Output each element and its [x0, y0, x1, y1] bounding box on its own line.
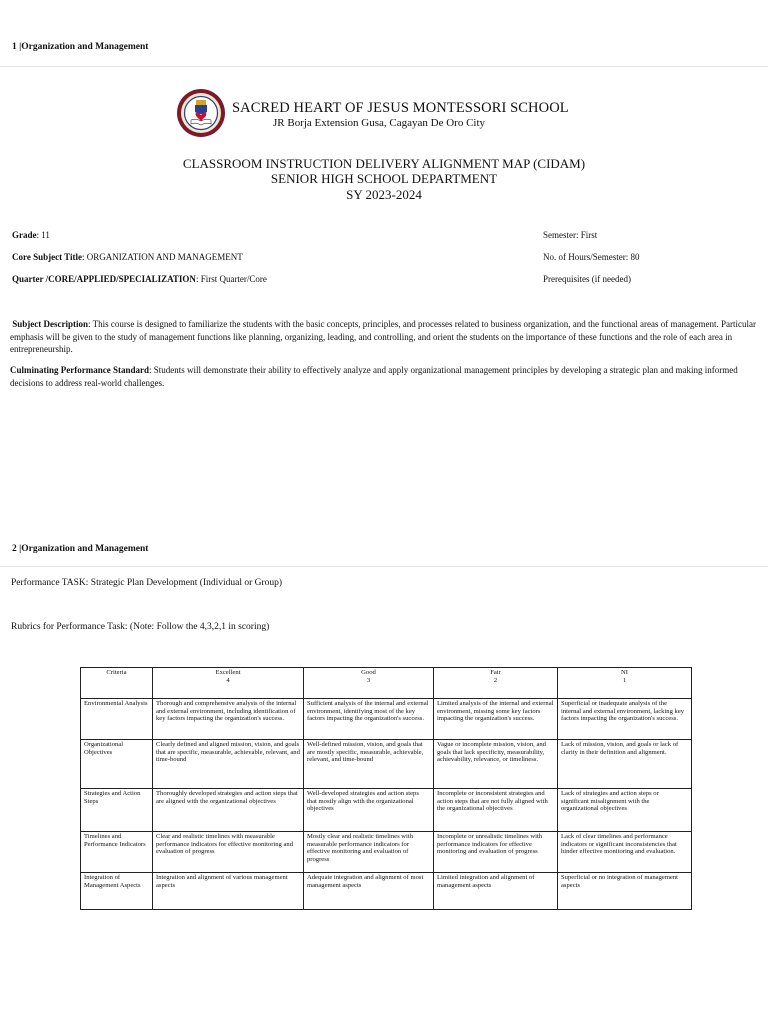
document-page-2 — [0, 520, 768, 1024]
rubric-cell-good: Adequate integration and alignment of most management aspects — [304, 873, 434, 910]
core-subject-field — [12, 252, 243, 262]
semester-field: Semester: First — [543, 230, 598, 240]
table-row — [81, 832, 692, 873]
grade-value: : 11 — [36, 230, 50, 240]
rubric-criterion: Integration of Management Aspects — [81, 873, 153, 910]
school-seal-logo — [176, 88, 226, 138]
rubric-cell-ni: Superficial or inadequate analysis of the internal and external environment, lacking key factors impacting the organization's success. — [558, 699, 692, 740]
rubric-criterion: Timelines and Performance Indicators — [81, 832, 153, 873]
rubric-cell-excellent: Thoroughly developed strategies and action steps that are aligned with the organizational objectives — [153, 789, 304, 832]
rubric-cell-ni: Lack of mission, vision, and goals or lack of clarity in their definition and alignment. — [558, 740, 692, 789]
core-subject-value: : ORGANIZATION AND MANAGEMENT — [82, 252, 243, 262]
culminating-label: Culminating Performance Standard — [10, 365, 149, 375]
rubric-header-excellent: Excellent 4 — [153, 668, 304, 699]
table-row — [81, 873, 692, 910]
rubric-criterion: Environmental Analysis — [81, 699, 153, 740]
quarter-label: Quarter /CORE/APPLIED/SPECIALIZATION — [12, 274, 196, 284]
rubric-cell-good: Well-defined mission, vision, and goals that are mostly specific, measurable, achievable, relevant, and time-bound — [304, 740, 434, 789]
page-header: 1 |Organization and Management — [12, 42, 149, 52]
performance-task: Performance TASK: Strategic Plan Development (Individual or Group) — [11, 578, 283, 588]
rubric-cell-good: Sufficient analysis of the internal and external environment, identifying most of the key factors impacting the organization's success. — [304, 699, 434, 740]
core-subject-label: Core Subject Title — [12, 252, 82, 262]
rubrics-note: Rubrics for Performance Task: (Note: Follow the 4,3,2,1 in scoring) — [11, 622, 270, 632]
rubric-criterion: Strategies and Action Steps — [81, 789, 153, 832]
rubric-cell-good: Mostly clear and realistic timelines with measurable performance indicators for effective monitoring and evaluation of progress — [304, 832, 434, 873]
quarter-field — [12, 274, 267, 284]
grade-field — [12, 230, 50, 240]
rubric-cell-excellent: Clearly defined and aligned mission, vision, and goals that are specific, measurable, achievable, relevant, and time-bound — [153, 740, 304, 789]
rubric-header-good: Good 3 — [304, 668, 434, 699]
rubric-cell-fair: Vague or incomplete mission, vision, and goals that lack specificity, measurability, achievability, relevance, or timeliness. — [434, 740, 558, 789]
rubric-header-fair: Fair 2 — [434, 668, 558, 699]
rubric-cell-excellent: Clear and realistic timelines with measurable performance indicators for effective monitoring and evaluation of progress — [153, 832, 304, 873]
rubric-header-criteria: Criteria — [81, 668, 153, 699]
culminating-performance-standard — [10, 364, 758, 389]
rubric-cell-excellent: Thorough and comprehensive analysis of the internal and external environment, including identification of key factors impacting the organization's success. — [153, 699, 304, 740]
rubric-header-ni: NI 1 — [558, 668, 692, 699]
rubric-cell-excellent: Integration and alignment of various management aspects — [153, 873, 304, 910]
school-address: JR Borja Extension Gusa, Cagayan De Oro City — [273, 117, 486, 129]
page-header: 2 |Organization and Management — [12, 544, 149, 554]
rubric-cell-fair: Limited integration and alignment of management aspects — [434, 873, 558, 910]
rubric-cell-fair: Limited analysis of the internal and external environment, missing some key factors impacting the organization's success. — [434, 699, 558, 740]
rubric-cell-ni: Superficial or no integration of management aspects — [558, 873, 692, 910]
rubric-cell-fair: Incomplete or unrealistic timelines with performance indicators for effective monitoring and evaluation of progress — [434, 832, 558, 873]
rubric-cell-good: Well-developed strategies and action steps that mostly align with the organizational objectives — [304, 789, 434, 832]
school-year: SY 2023-2024 — [346, 187, 422, 202]
subject-description — [10, 318, 758, 356]
table-row — [81, 789, 692, 832]
quarter-value: : First Quarter/Core — [195, 274, 267, 284]
rubric-header-row — [81, 668, 692, 699]
subject-description-label: Subject Description — [12, 319, 88, 329]
table-row — [81, 740, 692, 789]
culminating-text: : Students will demonstrate their ability to effectively analyze and apply organizational management principles by developing a strategic plan and making informed decisions to address real-world challenges. — [10, 365, 738, 388]
rubric-table — [80, 667, 692, 910]
header-divider — [0, 66, 768, 67]
subject-description-text: : This course is designed to familiarize the students with the basic concepts, principles, and processes related to business organization, and the functional areas of management. Particular emphasis will be given to the study of management functions like planning, organizing, leading, and controlling, and orient the students on the importance of these functions and the role of each area in entrepreneurship. — [10, 319, 756, 354]
hours-field: No. of Hours/Semester: 80 — [543, 252, 640, 262]
rubric-cell-ni: Lack of clear timelines and performance indicators or significant inconsistencies that hinder effective monitoring and evaluation. — [558, 832, 692, 873]
rubric-criterion: Organizational Objectives — [81, 740, 153, 789]
school-name: SACRED HEART OF JESUS MONTESSORI SCHOOL — [232, 100, 569, 116]
rubric-cell-fair: Incomplete or inconsistent strategies and action steps that are not fully aligned with the organizational objectives — [434, 789, 558, 832]
department-title: SENIOR HIGH SCHOOL DEPARTMENT — [270, 171, 498, 186]
rubric-cell-ni: Lack of strategies and action steps or significant misalignment with the organizational objectives — [558, 789, 692, 832]
prerequisites-field: Prerequisites (if needed) — [543, 274, 631, 284]
document-title: CLASSROOM INSTRUCTION DELIVERY ALIGNMENT MAP (CIDAM) — [182, 156, 586, 171]
grade-label: Grade — [12, 230, 37, 240]
header-divider — [0, 566, 768, 567]
table-row — [81, 699, 692, 740]
